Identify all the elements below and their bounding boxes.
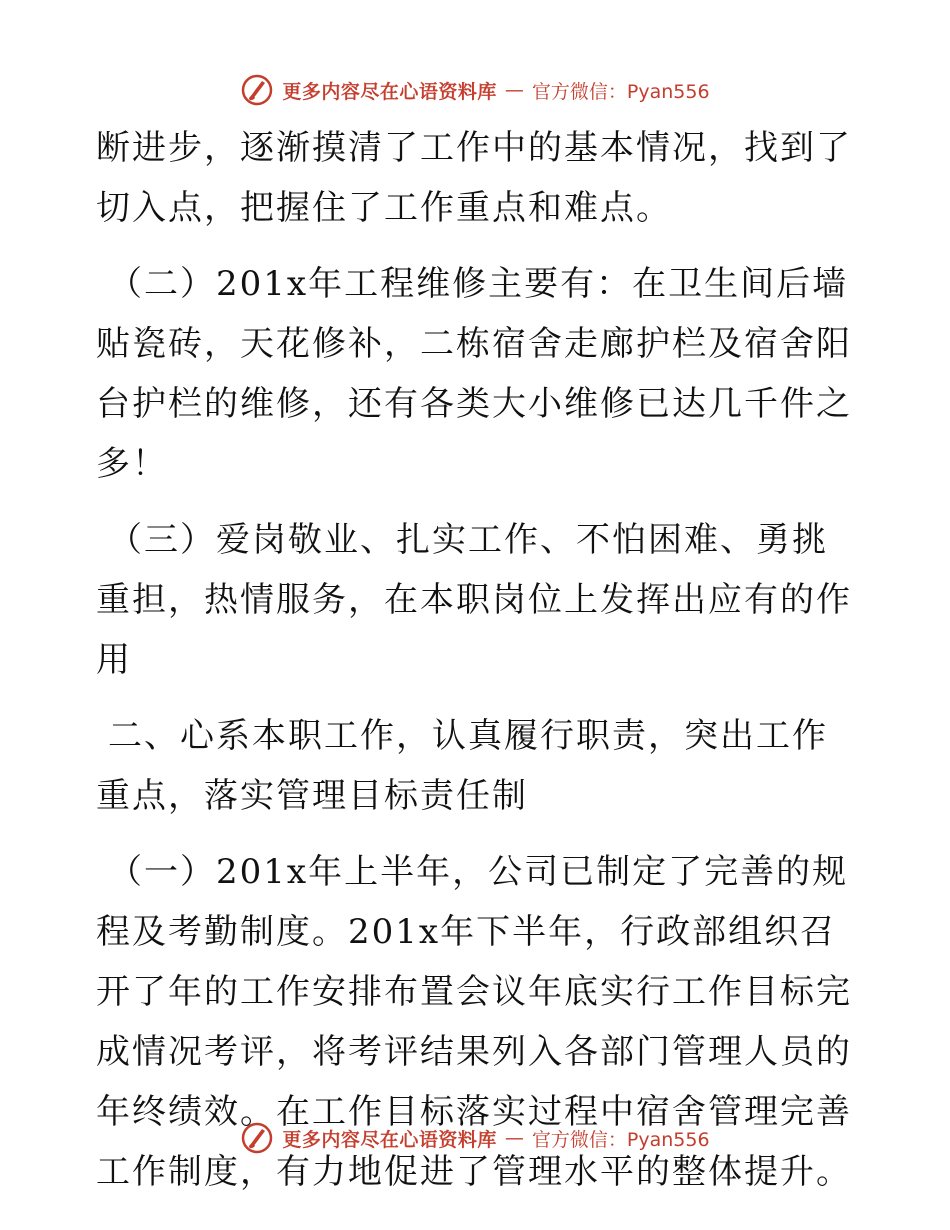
footer-banner-wechat: 官方微信：Pyan556 [531,1128,710,1151]
header-banner-main: 更多内容尽在心语资料库 [282,80,497,103]
header-banner [0,70,950,110]
paragraph-1: 断进步，逐渐摸清了工作中的基本情况，找到了切入点，把握住了工作重点和难点。 [96,128,852,228]
header-banner-wechat: 官方微信：Pyan556 [531,80,710,103]
paragraph-4: 二、心系本职工作，认真履行职责，突出工作重点，落实管理目标责任制 [96,716,828,816]
paragraph-2: （二）201x年工程维修主要有：在卫生间后墙贴瓷砖，天花修补，二栋宿舍走廊护栏及宿舍阳台护栏的维修，还有各类大小维修已达几千件之多！ [96,264,852,484]
footer-banner-main: 更多内容尽在心语资料库 [282,1128,497,1151]
header-banner-separator: — [504,79,524,101]
brush-logo-icon [240,1121,274,1155]
paragraph-5: （一）201x年上半年，公司已制定了完善的规程及考勤制度。201x年下半年，行政部组织召开了年的工作安排布置会议年底实行工作目标完成情况考评，将考评结果列入各部门管理人员的年终绩效。在工作目标落实过程中宿舍管理完善工作制度，有力地促进了管理水平的整体提升。 [96,852,852,1192]
document-body [96,118,854,1218]
brush-logo-icon [240,73,274,107]
footer-banner [0,1118,950,1158]
paragraph-3: （三）爱岗敬业、扎实工作、不怕困难、勇挑重担，热情服务，在本职岗位上发挥出应有的作用 [96,520,852,680]
footer-banner-separator: — [504,1127,524,1149]
